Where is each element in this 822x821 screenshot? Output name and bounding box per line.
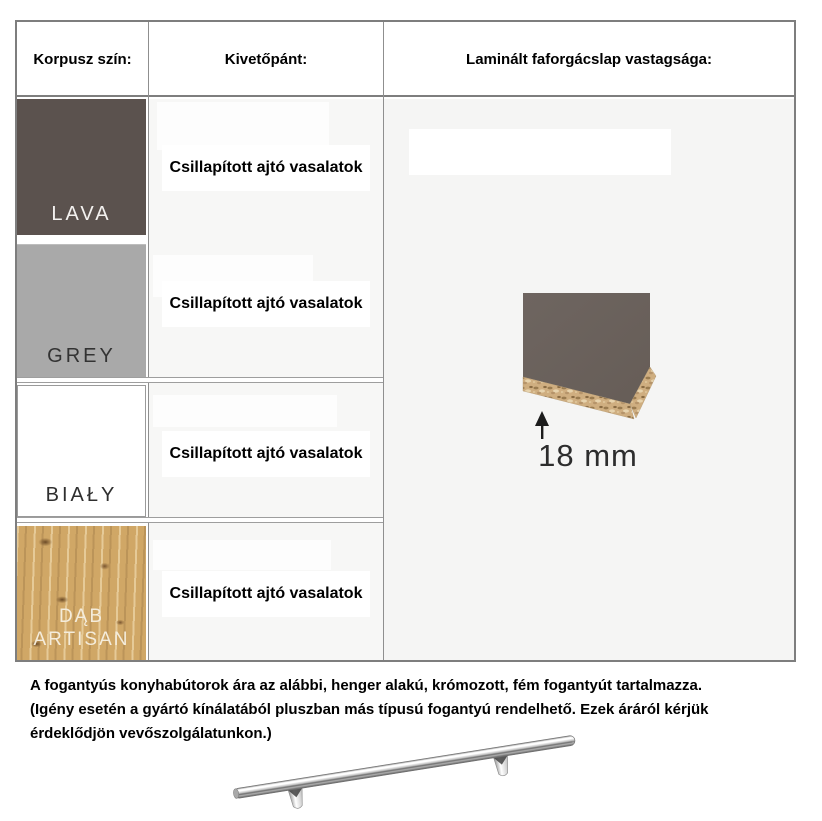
header-korpusz-szin: Korpusz szín: [33, 51, 132, 68]
hinge-text: Csillapított ajtó vasalatok [162, 571, 371, 617]
handle-foot [288, 788, 305, 809]
chrome-handle-image [222, 712, 587, 817]
swatch-bialy [17, 385, 146, 517]
handle-bar [233, 735, 576, 799]
whiteout-patch [153, 540, 331, 570]
hinge-text: Csillapított ajtó vasalatok [162, 431, 371, 477]
row-separator [17, 377, 383, 383]
handle-foot [494, 756, 511, 777]
header-kivetopant: Kivetőpánt: [224, 51, 308, 68]
handle-note-line: érdeklődjön vevőszolgálatunkon.) [30, 725, 272, 742]
thickness-value: 18 mm [538, 438, 638, 473]
swatch-label-grey: GREY [47, 345, 116, 367]
handle-note-line: (Igény esetén a gyártó kínálatából pluszban más típusú fogantyú rendelhető. Ezek áráról kérjük [30, 701, 709, 718]
column-divider-2 [383, 22, 384, 660]
whiteout-patch [409, 129, 671, 175]
hinge-cell-bialy [149, 428, 383, 480]
hinge-cell-dab-artisan [149, 568, 383, 620]
handle-note-line: A fogantyús konyhabútorok ára az alábbi, henger alakú, krómozott, fém fogantyút tartalmazza. [30, 677, 703, 694]
hinge-cell-lava [149, 142, 383, 194]
whiteout-patch [153, 395, 337, 427]
swatch-label-bialy: BIAŁY [45, 484, 118, 506]
header-vastagsag: Laminált faforgácslap vastagsága: [466, 51, 712, 68]
up-arrow-icon [535, 411, 549, 439]
swatch-lava [17, 99, 146, 235]
swatch-grey [17, 244, 146, 377]
swatch-label-lava: LAVA [51, 203, 112, 225]
hinge-text: Csillapított ajtó vasalatok [162, 281, 371, 327]
hinge-text: Csillapított ajtó vasalatok [162, 145, 371, 191]
chipboard-slab-image [505, 285, 675, 445]
hinge-cell-grey [149, 278, 383, 330]
swatch-dab-artisan [17, 526, 146, 660]
spec-table [15, 20, 796, 662]
row-separator [17, 517, 383, 523]
column-divider-1 [148, 22, 149, 660]
swatch-label-dab-artisan: DĄB ARTISAN [33, 606, 130, 650]
